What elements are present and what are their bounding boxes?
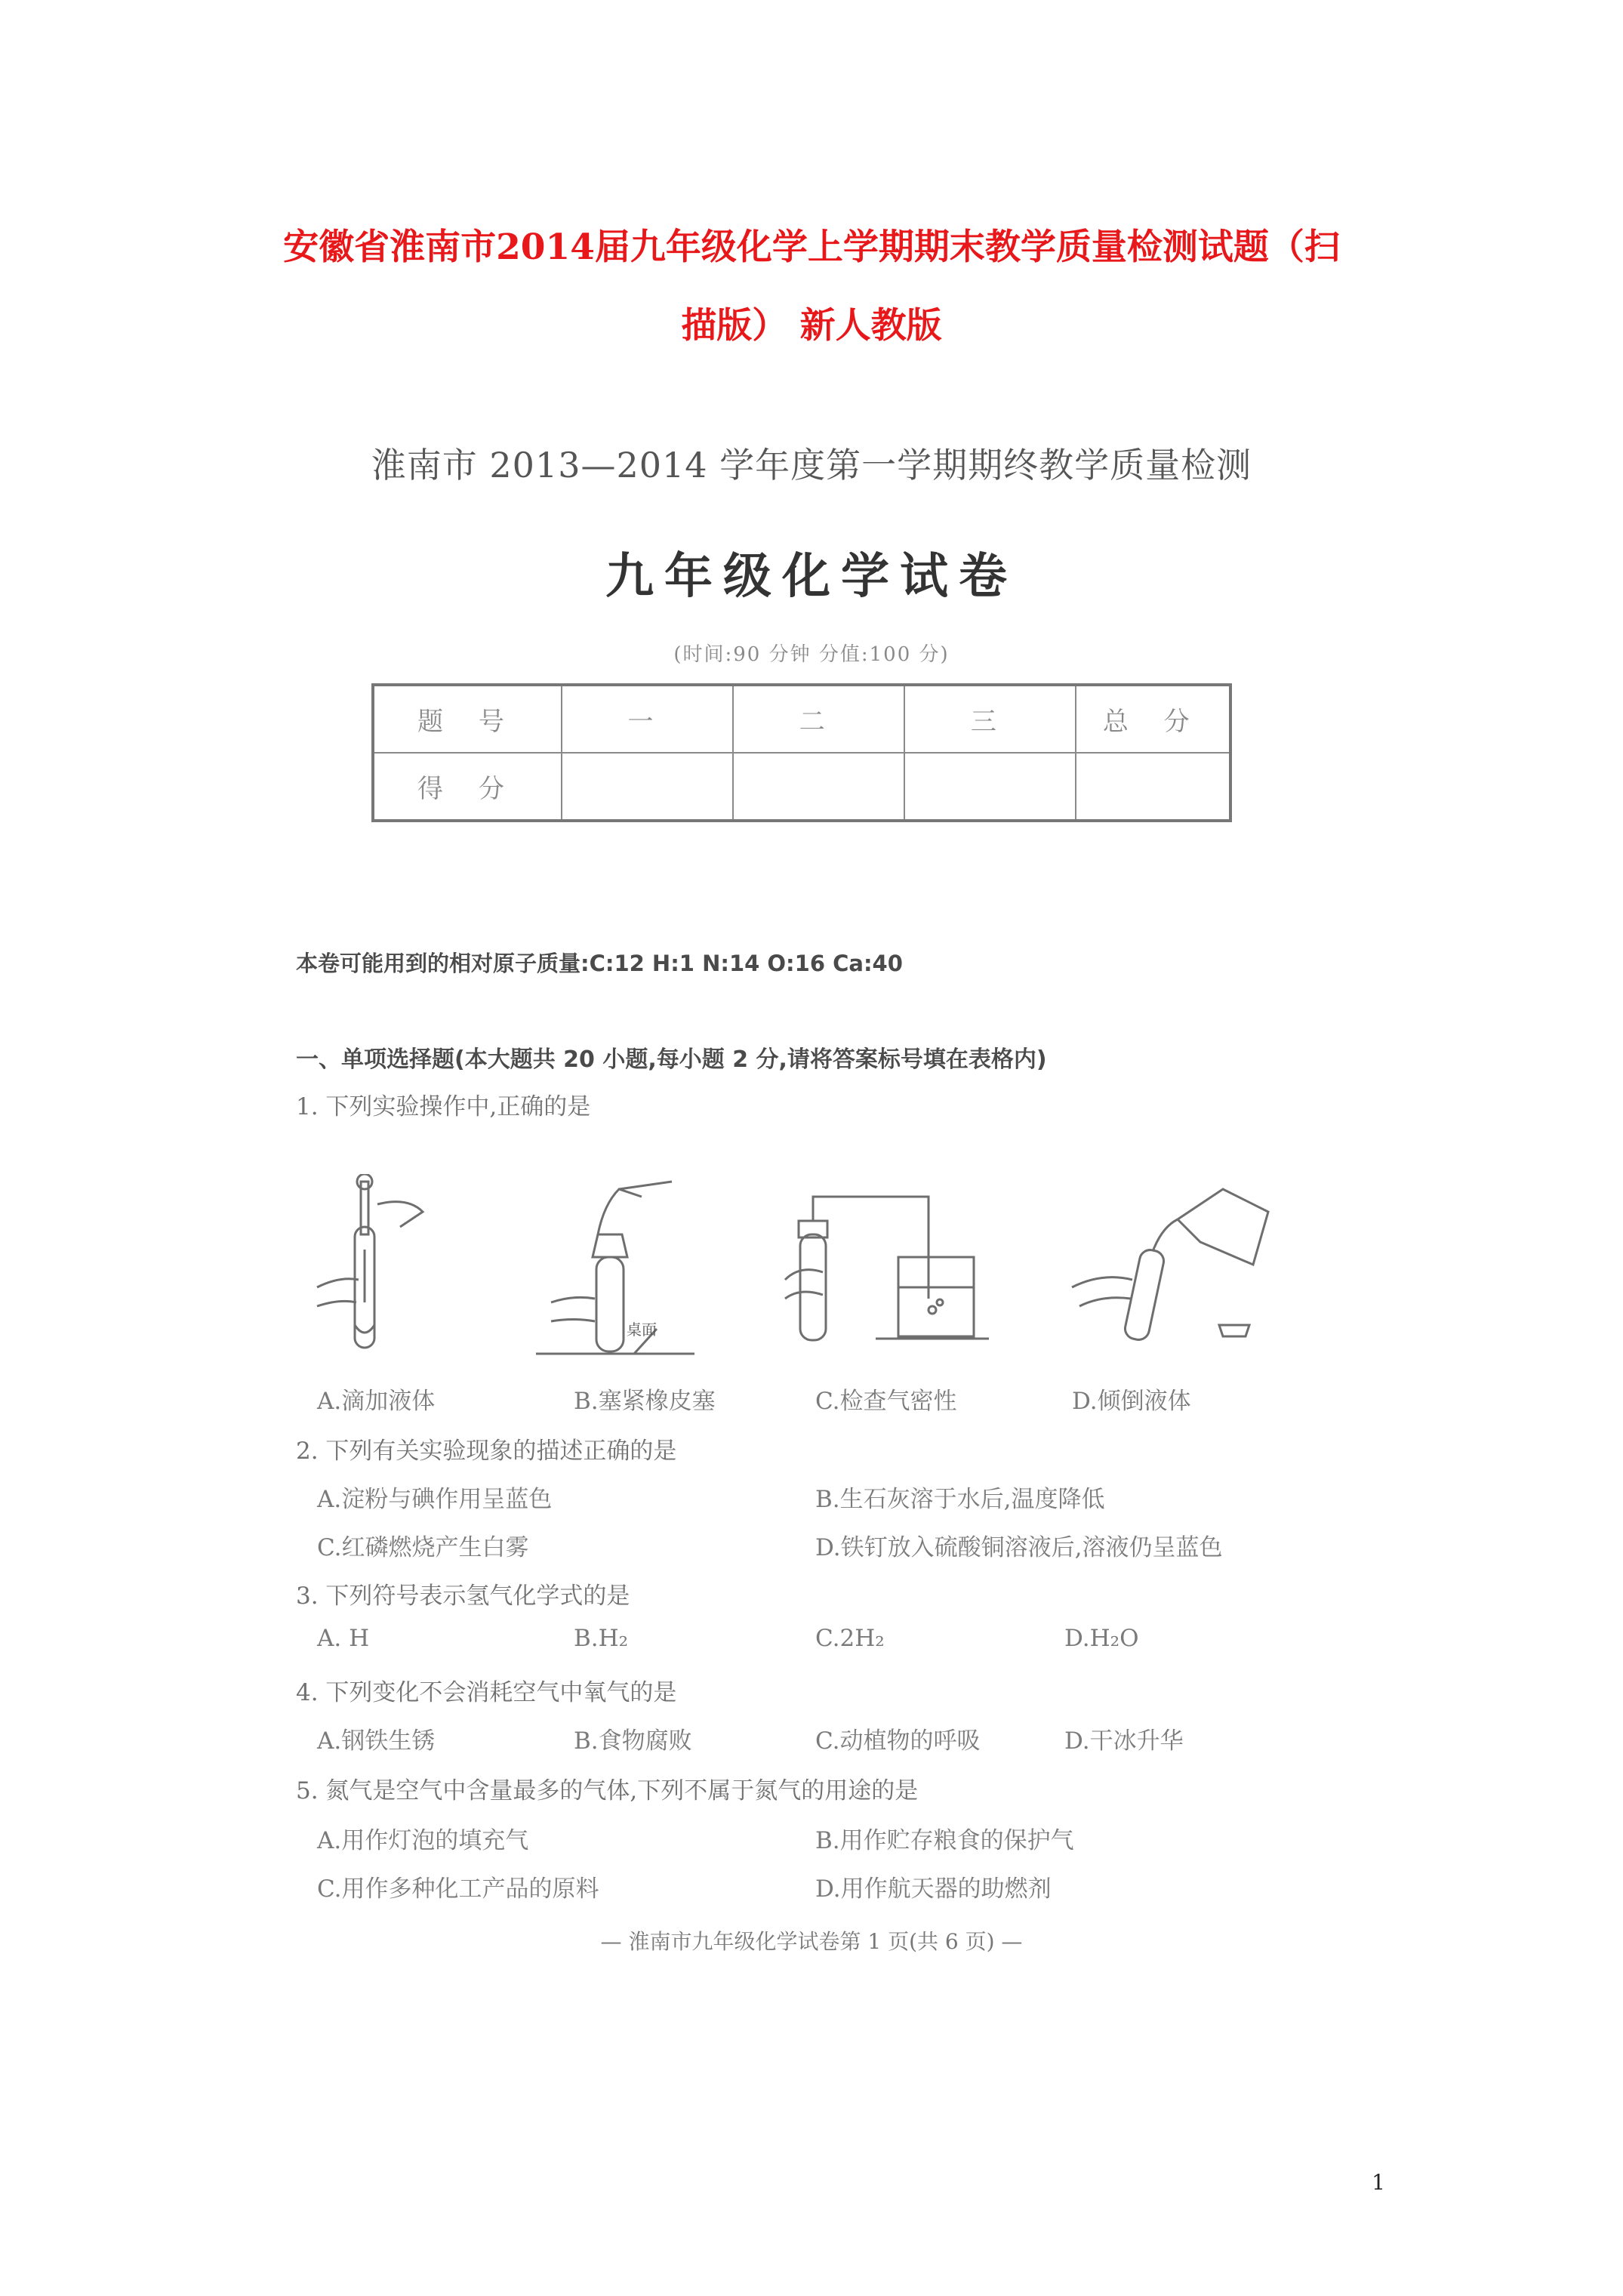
table-cell: 三 bbox=[904, 685, 1076, 753]
figure-d-pouring bbox=[1064, 1174, 1291, 1358]
option: A. H bbox=[317, 1625, 370, 1652]
option: B.H₂ bbox=[574, 1625, 629, 1652]
option: A.钢铁生锈 bbox=[317, 1727, 436, 1755]
option: D.用作航天器的助燃剂 bbox=[815, 1875, 1052, 1903]
exam-page-footer: — 淮南市九年级化学试卷第 1 页(共 6 页) — bbox=[600, 1929, 1023, 1954]
figure-a-dropping-liquid bbox=[310, 1174, 453, 1358]
exam-header: 淮南市 2013—2014 学年度第一学期期终教学质量检测 bbox=[371, 445, 1252, 485]
option: C.检查气密性 bbox=[815, 1388, 957, 1415]
exam-info: (时间:90 分钟 分值:100 分) bbox=[673, 643, 950, 666]
table-cell bbox=[904, 753, 1076, 821]
table-row bbox=[373, 753, 1230, 821]
score-table bbox=[371, 683, 1232, 822]
option: C.红磷燃烧产生白雾 bbox=[317, 1534, 529, 1561]
desk-label: 桌面 bbox=[627, 1321, 657, 1339]
option: D.倾倒液体 bbox=[1072, 1388, 1191, 1415]
figure-b-stopper bbox=[528, 1174, 702, 1366]
question-stem: 3. 下列符号表示氢气化学式的是 bbox=[296, 1583, 630, 1610]
table-cell bbox=[733, 753, 904, 821]
exam-title: 九年级化学试卷 bbox=[605, 548, 1018, 605]
table-cell: 题 号 bbox=[373, 685, 562, 753]
option: C.动植物的呼吸 bbox=[815, 1727, 981, 1755]
table-cell bbox=[562, 753, 733, 821]
option: D.铁钉放入硫酸铜溶液后,溶液仍呈蓝色 bbox=[815, 1534, 1223, 1561]
table-cell: 得 分 bbox=[373, 753, 562, 821]
document-title-line-1: 安徽省淮南市2014届九年级化学上学期期末教学质量检测试题（扫 bbox=[283, 227, 1340, 268]
option: D.干冰升华 bbox=[1064, 1727, 1184, 1755]
option: A.用作灯泡的填充气 bbox=[317, 1827, 529, 1854]
option: B.塞紧橡皮塞 bbox=[574, 1388, 716, 1415]
option: A.滴加液体 bbox=[317, 1388, 436, 1415]
question-stem: 2. 下列有关实验现象的描述正确的是 bbox=[296, 1438, 677, 1465]
table-cell: 一 bbox=[562, 685, 733, 753]
figure-c-airtightness bbox=[778, 1174, 996, 1358]
document-title-line-2: 描版） 新人教版 bbox=[681, 305, 942, 347]
option: B.用作贮存粮食的保护气 bbox=[815, 1827, 1074, 1854]
atomic-masses-note: 本卷可能用到的相对原子质量:C:12 H:1 N:14 O:16 Ca:40 bbox=[296, 951, 903, 976]
option: B.食物腐败 bbox=[574, 1727, 692, 1755]
option: D.H₂O bbox=[1064, 1625, 1139, 1652]
option: C.2H₂ bbox=[815, 1625, 885, 1652]
question-stem: 1. 下列实验操作中,正确的是 bbox=[296, 1093, 591, 1120]
page-number: 1 bbox=[1372, 2170, 1385, 2195]
question-stem: 5. 氮气是空气中含量最多的气体,下列不属于氮气的用途的是 bbox=[296, 1777, 919, 1804]
option: C.用作多种化工产品的原料 bbox=[317, 1875, 599, 1903]
option: A.淀粉与碘作用呈蓝色 bbox=[317, 1486, 553, 1513]
table-cell: 二 bbox=[733, 685, 904, 753]
question-stem: 4. 下列变化不会消耗空气中氧气的是 bbox=[296, 1679, 677, 1706]
table-row bbox=[373, 685, 1230, 753]
section-heading: 一、单项选择题(本大题共 20 小题,每小题 2 分,请将答案标号填在表格内) bbox=[296, 1046, 1047, 1073]
table-cell bbox=[1076, 753, 1230, 821]
table-cell: 总 分 bbox=[1076, 685, 1230, 753]
option: B.生石灰溶于水后,温度降低 bbox=[815, 1486, 1105, 1513]
